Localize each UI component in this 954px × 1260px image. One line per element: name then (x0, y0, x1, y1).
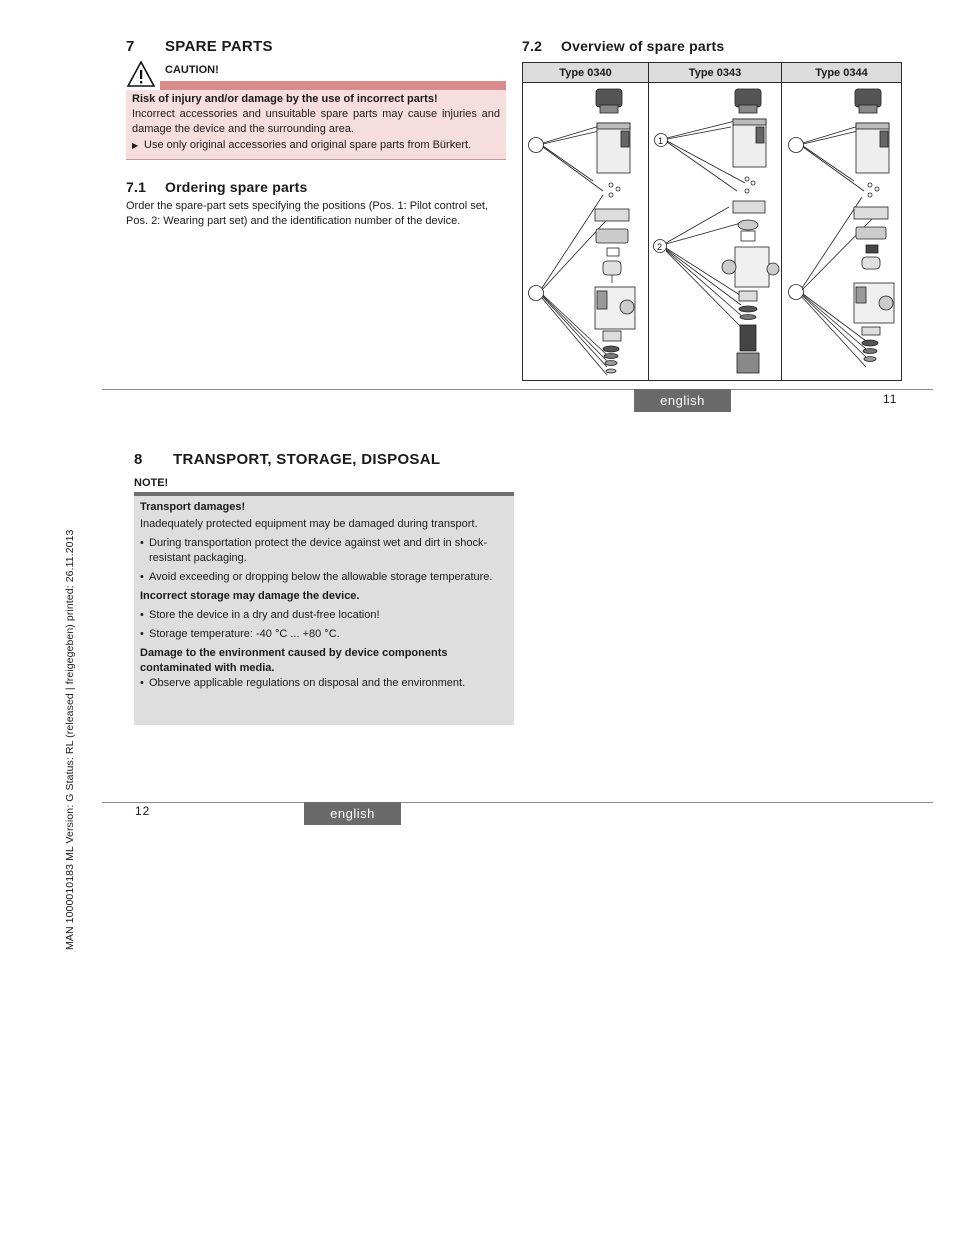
section-7-1-number: 7.1 (126, 179, 147, 195)
section-8-title: TRANSPORT, STORAGE, DISPOSAL (173, 451, 441, 468)
note-bullet-1: • During transportation protect the device against wet and dirt in shock-resistant packaging. (140, 536, 508, 566)
document-id-margin: MAN 1000010183 ML Version: G Status: RL (released | freigegeben) printed: 26.11.2013 (64, 529, 76, 950)
section-7-1-body: Order the spare-part sets specifying the positions (Pos. 1: Pilot control set, Pos. 2: Wearing part set) and the identification number of the device. (126, 200, 488, 227)
language-tab-page-11: english (634, 389, 731, 412)
section-7-title: SPARE PARTS (165, 38, 273, 55)
caution-band (160, 81, 506, 90)
caution-action-text: Use only original accessories and original spare parts from Bürkert. (144, 139, 472, 151)
caution-label: CAUTION! (165, 64, 219, 76)
drawing-type-0344 (782, 83, 902, 381)
note-bullet-2: • Avoid exceeding or dropping below the allowable storage temperature. (140, 570, 508, 585)
col-type-0343: Type 0343 (649, 63, 782, 83)
note-heading-transport: Transport damages! (140, 501, 246, 513)
section-7-1-title: Ordering spare parts (165, 179, 308, 195)
col-type-0344: Type 0344 (782, 63, 902, 83)
footer-rule-page-11 (102, 389, 933, 390)
callout-1: 1 (658, 136, 664, 146)
caution-action (132, 138, 500, 153)
footer-rule-page-12 (102, 802, 933, 803)
caution-box (126, 90, 506, 160)
note-bullet-3: • Store the device in a dry and dust-free location! (140, 608, 508, 623)
section-7-2-title: Overview of spare parts (561, 38, 725, 54)
note-bullet-5: • Observe applicable regulations on disposal and the environment. (140, 676, 508, 691)
note-bullet-4: • Storage temperature: -40 °C ... +80 °C. (140, 627, 508, 642)
caution-body: Incorrect accessories and unsuitable spare parts may cause injuries and damage the device and the surrounding area. (132, 108, 500, 135)
drawing-type-0343 (649, 83, 782, 381)
language-tab-page-12: english (304, 802, 401, 825)
note-box (134, 492, 514, 725)
col-type-0340: Type 0340 (523, 63, 649, 83)
note-heading-environment: Damage to the environment caused by device components contaminated with media. (140, 647, 448, 674)
warning-triangle-icon (126, 60, 156, 88)
arrow-right-icon: ▶ (132, 141, 139, 150)
spare-parts-table (522, 62, 902, 381)
note-text-transport: Inadequately protected equipment may be damaged during transport. (140, 518, 478, 530)
drawing-type-0340 (523, 83, 649, 381)
callout-2: 2 (657, 242, 663, 252)
section-7-number: 7 (126, 38, 135, 55)
caution-heading: Risk of injury and/or damage by the use of incorrect parts! (132, 93, 438, 105)
section-8-number: 8 (134, 451, 143, 468)
page-number-11: 11 (883, 392, 898, 406)
section-7-2-number: 7.2 (522, 38, 543, 54)
page-number-12: 12 (135, 804, 151, 818)
note-label: NOTE! (134, 477, 169, 489)
note-heading-storage: Incorrect storage may damage the device. (140, 590, 360, 602)
